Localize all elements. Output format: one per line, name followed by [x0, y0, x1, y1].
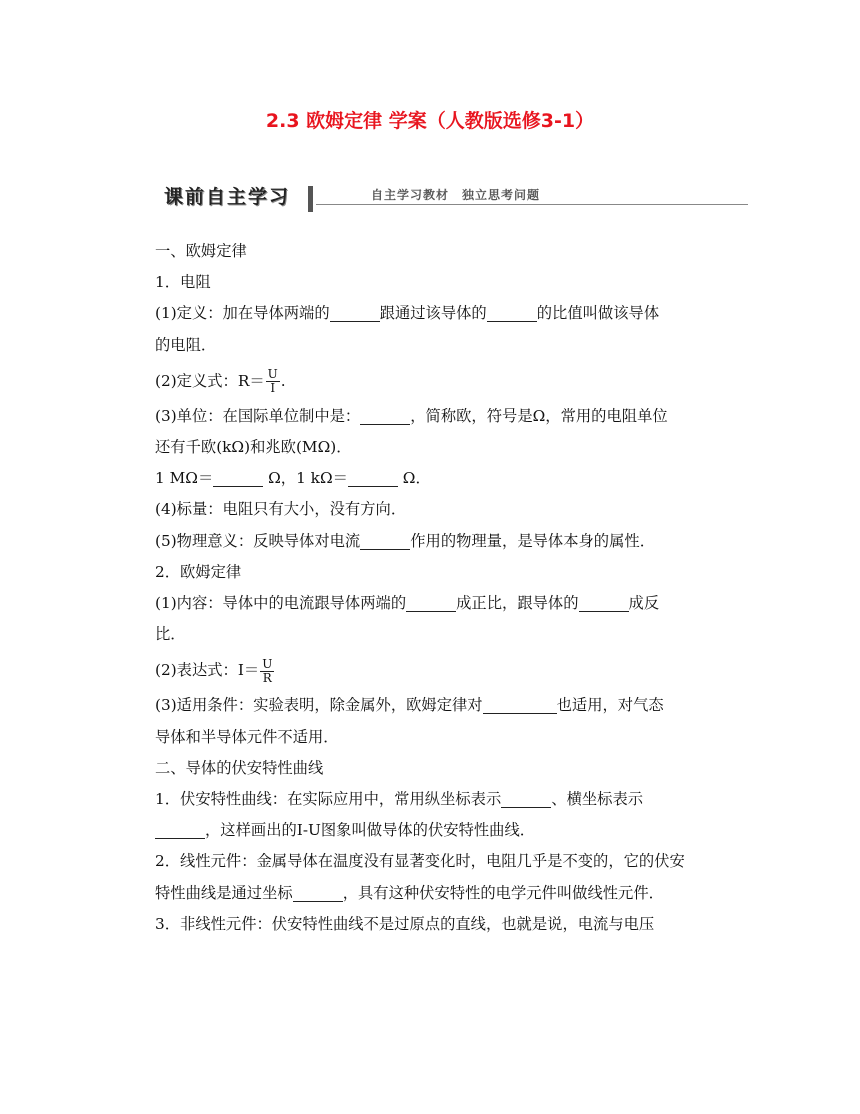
banner-divider: [308, 186, 313, 212]
subsection-heading: 1．电阻: [155, 273, 211, 292]
banner-subtitle: 自主学习教材 独立思考问题: [371, 188, 541, 202]
formula-line: (2)表达式：I＝ $\frac{U}{R}$: [155, 656, 273, 685]
fill-blank[interactable]: [483, 695, 557, 714]
fraction: $\frac{U}{R}$: [262, 656, 273, 685]
paragraph: (3)单位：在国际单位制中是： ，简称欧，符号是Ω，常用的电阻单位: [155, 406, 668, 425]
fill-blank[interactable]: [330, 303, 380, 322]
section-heading: 二、导体的伏安特性曲线: [155, 758, 324, 777]
fill-blank[interactable]: [155, 820, 205, 839]
fill-blank[interactable]: [501, 789, 551, 808]
fill-blank[interactable]: [360, 531, 410, 550]
paragraph: 1．伏安特性曲线：在实际应用中，常用纵坐标表示 、横坐标表示: [155, 790, 644, 809]
paragraph: (1)定义：加在导体两端的 跟通过该导体的 的比值叫做该导体: [155, 304, 660, 323]
fraction: $\frac{U}{I}$: [267, 367, 278, 396]
paragraph: (4)标量：电阻只有大小，没有方向．: [155, 500, 407, 519]
section-banner: [158, 182, 748, 216]
fill-blank[interactable]: [348, 468, 398, 487]
document-body: [155, 236, 739, 940]
paragraph: (5)物理意义：反映导体对电流 作用的物理量，是导体本身的属性．: [155, 531, 655, 550]
banner-rule: [316, 204, 748, 205]
paragraph: 的电阻．: [155, 335, 217, 354]
paragraph: 2．线性元件：金属导体在温度没有显著变化时，电阻几乎是不变的，它的伏安: [155, 852, 685, 871]
paragraph: (1)内容：导体中的电流跟导体两端的 成正比，跟导体的 成反: [155, 594, 660, 613]
banner-label: 课前自主学习: [158, 184, 296, 210]
fill-blank[interactable]: [487, 303, 537, 322]
paragraph: 特性曲线是通过坐标 ，具有这种伏安特性的电学元件叫做线性元件．: [155, 883, 664, 902]
paragraph: 1 MΩ＝ Ω，1 kΩ＝ Ω．: [155, 469, 431, 488]
paragraph: 3．非线性元件：伏安特性曲线不是过原点的直线，也就是说，电流与电压: [155, 914, 655, 933]
paragraph: ，这样画出的I-U图象叫做导体的伏安特性曲线．: [155, 815, 739, 846]
subsection-heading: 2．欧姆定律: [155, 562, 242, 581]
paragraph: 还有千欧(kΩ)和兆欧(MΩ)．: [155, 438, 352, 457]
fill-blank[interactable]: [293, 883, 343, 902]
paragraph: (3)适用条件：实验表明，除金属外，欧姆定律对 也适用，对气态: [155, 696, 664, 715]
formula-line: (2)定义式：R＝ $\frac{U}{I}$ .: [155, 367, 286, 396]
paragraph: 比．: [155, 625, 186, 644]
fill-blank[interactable]: [579, 593, 629, 612]
section-heading: 一、欧姆定律: [155, 242, 247, 260]
paragraph: 导体和半导体元件不适用．: [155, 727, 339, 746]
fill-blank[interactable]: [213, 468, 263, 487]
page-title: 2.3 欧姆定律 学案（人教版选修3-1）: [265, 110, 595, 132]
fill-blank[interactable]: [406, 593, 456, 612]
fill-blank[interactable]: [360, 406, 410, 425]
